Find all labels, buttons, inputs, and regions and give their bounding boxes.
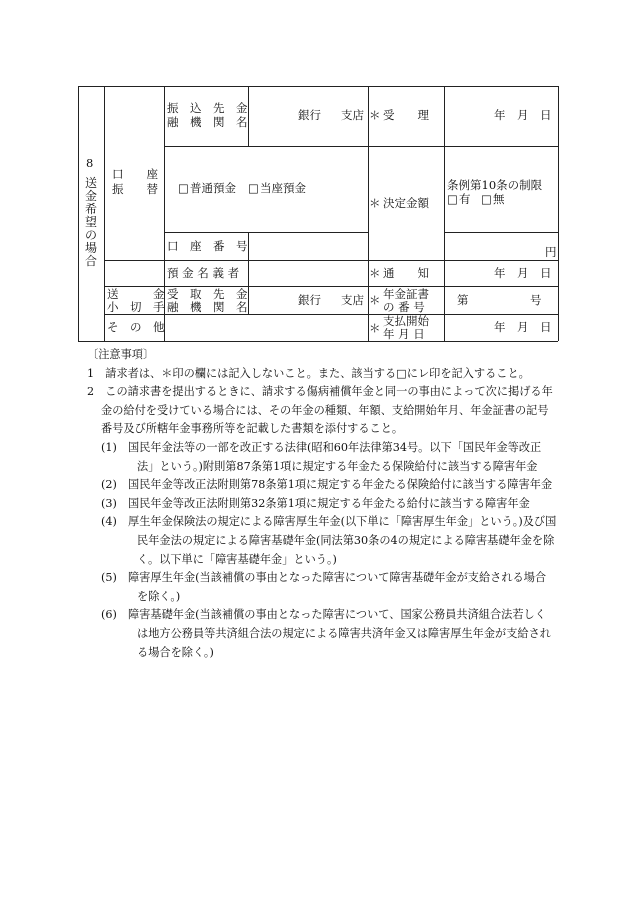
dai-label: 第 [457,293,469,307]
grid-line [104,86,105,341]
asterisk-mark: ＊ [369,293,381,307]
asterisk-mark: ＊ [369,108,381,122]
section-number: 8 [86,156,94,170]
yes-checkbox[interactable]: □ [447,192,458,206]
juri-date: 年 月 日 [494,108,552,122]
yen-unit: 円 [545,245,557,259]
branch-label: 支店 [341,108,364,122]
tsuchi-date: 年 月 日 [494,266,552,280]
furikomi-label-line1: 振 込 先 金 [167,101,248,115]
grid-line [78,86,79,341]
notes-heading: 〔注意事項〕 [87,348,155,361]
current-checkbox[interactable]: □ [248,181,259,195]
ordinary-label: 普通預金 [190,181,236,195]
koza-label-line1: 口 座 [112,167,158,181]
note-item: 1 請求者は、＊印の欄には記入しないこと。また、該当する□にレ印を記入すること。 [87,366,530,380]
sokin-label-line1: 送 金 [107,287,165,301]
note-subitem: (1) 国民年金法等の一部を改正する法律(昭和60年法律第34号。以下「国民年金等改正法」という。)附則第87条第1項に規定する年金たる保険給付に該当する障害年金 [101,440,542,473]
grid-line [248,86,249,146]
kettei-label: 決定金額 [383,196,429,210]
shosho-label-line2: の 番 号 [383,300,425,314]
no-label: 無 [493,192,505,206]
no-checkbox[interactable]: □ [481,192,492,206]
grid-line [248,232,249,314]
koza-label-line2: 振 替 [112,182,158,196]
grid-line [78,86,558,87]
bank-label: 銀行 [298,293,321,307]
asterisk-mark: ＊ [369,321,381,335]
grid-line [104,260,558,261]
section-title: 送金希望の場合 [84,176,97,268]
sokin-label-line2: 小 切 手 [107,300,165,314]
grid-line [78,341,558,342]
asterisk-mark: ＊ [369,266,381,280]
shiharai-label-line1: 支払開始 [383,314,429,328]
ordinary-checkbox[interactable]: □ [178,181,189,195]
grid-line [104,314,558,315]
notes-section [87,346,557,662]
branch-label: 支店 [341,293,364,307]
juri-label: 受 理 [383,108,429,122]
furikomi-label-line2: 融 機 関 名 [167,115,248,129]
note-subitem: (6) 障害基礎年金(当該補償の事由となった障害について、国家公務員共済組合法若しくは地方公務員等共済組合法の規定による障害共済年金又は障害厚生年金が支給される場合を除く。) [101,608,551,659]
grid-line [444,86,445,341]
note-subitem: (5) 障害厚生年金(当該補償の事由となった障害について障害基礎年金が支給される場合を除く。) [101,571,547,603]
tsuchi-label: 通 知 [383,266,429,280]
note-subitem: (2) 国民年金等改正法附則第78条第1項に規定する年金たる保険給付に該当する障害年金 [101,478,553,492]
go-label: 号 [530,293,542,307]
shiharai-date: 年 月 日 [494,320,552,334]
jorei-label: 条例第10条の制限 [447,178,543,192]
note-subitem: (4) 厚生年金保険法の規定による障害厚生年金(以下単に「障害厚生年金」という。)及び国民年金法の規定による障害基礎年金(同法第30条の4の規定による障害基礎年金を除く。以下単に「障害基礎年金」という。) [101,515,557,566]
grid-line [164,146,558,147]
koza-bango-label: 口 座 番 号 [167,239,248,253]
yes-label: 有 [459,192,471,206]
current-label: 当座預金 [260,181,306,195]
uketori-label-line2: 融 機 関 名 [167,300,248,314]
grid-line [444,232,558,233]
shiharai-label-line2: 年 月 日 [383,327,425,341]
uketori-label-line1: 受 取 先 金 [167,287,248,301]
note-item: 2 この請求書を提出するときに、請求する傷病補償年金と同一の事由によって次に掲げる年金の給付を受けている場合には、その年金の種類、年額、支給開始年月、年金証書の記号番号及び所轄年金事務所等を記載した書類を添付すること。 [87,385,553,436]
grid-line [558,86,559,341]
note-subitem: (3) 国民年金等改正法附則第32条第1項に規定する年金たる給付に該当する障害年金 [101,496,530,510]
bank-label: 銀行 [298,108,321,122]
shosho-label-line1: 年金証書 [383,287,429,301]
grid-line [164,232,368,233]
meigi-label: 預 金 名 義 者 [167,266,240,280]
sonota-label: そ の 他 [107,320,165,334]
asterisk-mark: ＊ [369,196,381,210]
